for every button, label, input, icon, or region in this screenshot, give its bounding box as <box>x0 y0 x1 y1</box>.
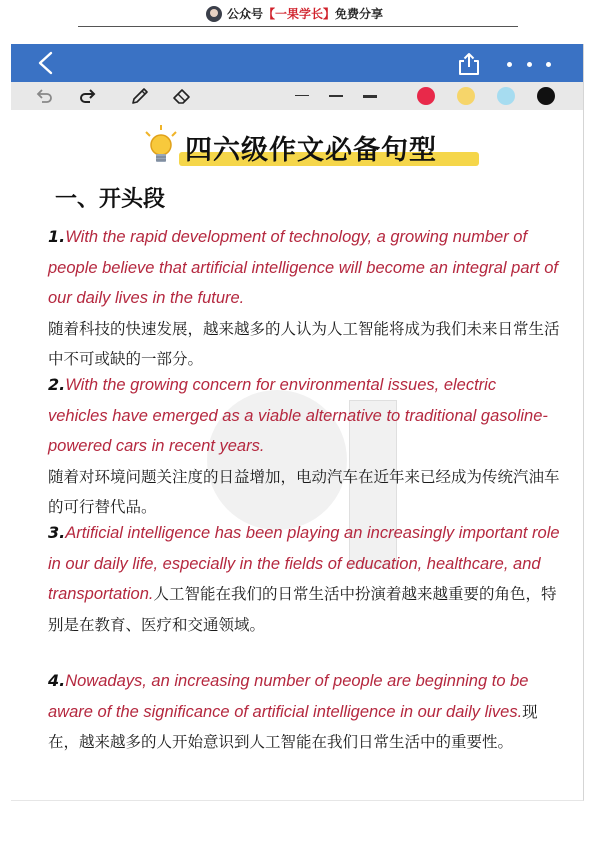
more-options-button[interactable] <box>507 58 551 70</box>
avatar <box>206 6 222 22</box>
share-button[interactable] <box>456 51 482 77</box>
more-dots-icon <box>507 62 512 67</box>
annotation-toolbar <box>11 82 583 110</box>
color-swatch-blue[interactable] <box>497 87 515 105</box>
english-sentence: With the growing concern for environmental issues, electric vehicles have emerged as a viable alternative to traditional gasoline-powered cars in recent years. <box>48 376 548 455</box>
document-viewer <box>11 44 584 801</box>
list-item <box>48 222 560 375</box>
thick-line-tool[interactable] <box>363 95 377 98</box>
list-item <box>48 518 560 640</box>
chinese-translation: 随着科技的快速发展，越来越多的人认为人工智能将成为我们未来日常生活中不可或缺的一部分。 <box>48 319 560 368</box>
share-icon <box>456 51 482 77</box>
item-number: 3. <box>48 523 66 542</box>
promo-suffix: 免费分享 <box>335 7 384 21</box>
english-sentence: Artificial intelligence has been playing an increasingly important role in our daily life, especially in the fields of education, healthcare, and transportation. <box>48 524 560 603</box>
item-number: 4. <box>48 671 66 690</box>
color-swatch-red[interactable] <box>417 87 435 105</box>
section-title: 一、开头段 <box>55 187 166 212</box>
english-sentence: With the rapid development of technology, a growing number of people believe that artificial intelligence will become an integral part of our daily lives in the future. <box>48 228 558 307</box>
more-dots-icon <box>546 62 551 67</box>
medium-line-tool[interactable] <box>329 95 343 97</box>
undo-icon <box>33 85 55 107</box>
document-page <box>11 110 583 800</box>
divider <box>78 26 518 27</box>
pencil-tool[interactable] <box>129 85 151 107</box>
chevron-left-icon <box>33 49 59 77</box>
app-titlebar <box>11 44 583 82</box>
list-item <box>48 666 560 758</box>
chinese-translation: 现在，越来越多的人开始意识到人工智能在我们日常生活中的重要性。 <box>48 702 538 751</box>
pencil-icon <box>129 85 151 107</box>
lightbulb-icon <box>141 124 181 170</box>
item-number: 1. <box>48 227 66 246</box>
item-number: 2. <box>48 375 66 394</box>
chinese-translation: 随着对环境问题关注度的日益增加，电动汽车在近年来已经成为传统汽油车的可行替代品。 <box>48 467 560 516</box>
heading-block <box>141 124 491 170</box>
thin-line-tool[interactable] <box>295 95 309 96</box>
promo-brand: 【一果学长】 <box>263 7 336 21</box>
english-sentence: Nowadays, an increasing number of people are beginning to be aware of the significance of artificial intelligence in our daily lives. <box>48 672 529 721</box>
promo-header <box>0 0 596 30</box>
color-swatch-black[interactable] <box>537 87 555 105</box>
more-dots-icon <box>527 62 532 67</box>
chinese-translation: 人工智能在我们的日常生活中扮演着越来越重要的角色，特别是在教育、医疗和交通领域。 <box>48 585 557 634</box>
redo-icon <box>77 85 99 107</box>
back-button[interactable] <box>33 49 59 77</box>
promo-text <box>206 5 383 22</box>
list-item <box>48 370 560 523</box>
page-title: 四六级作文必备句型 <box>185 135 437 166</box>
color-swatch-yellow[interactable] <box>457 87 475 105</box>
redo-button[interactable] <box>77 85 99 107</box>
eraser-tool[interactable] <box>171 85 193 107</box>
eraser-icon <box>171 85 193 107</box>
undo-button[interactable] <box>33 85 55 107</box>
promo-prefix: 公众号 <box>227 7 264 21</box>
